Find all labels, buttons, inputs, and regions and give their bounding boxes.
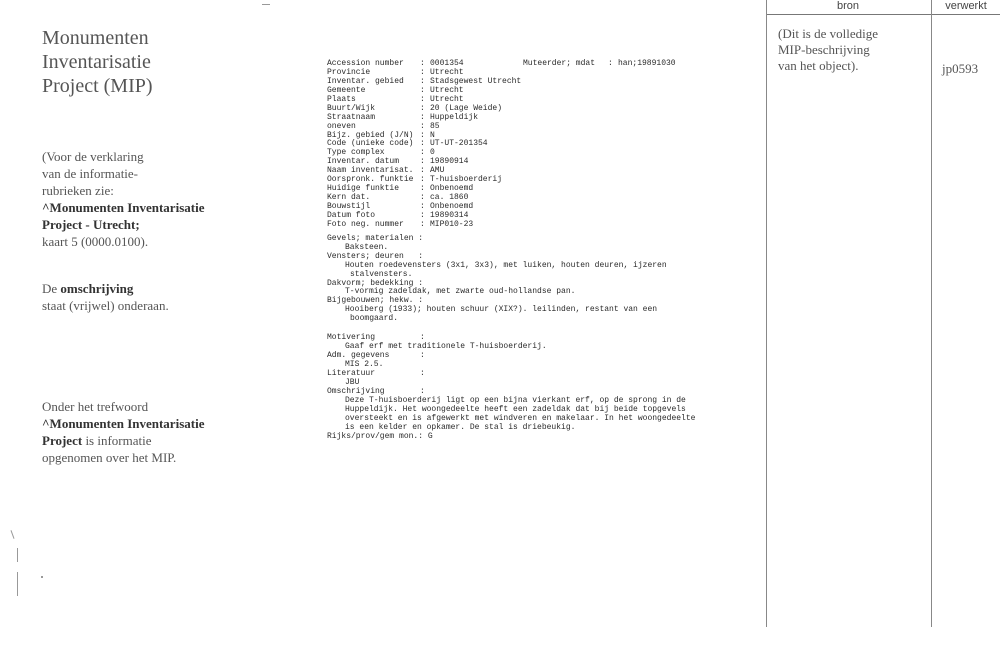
field-label: Buurt/Wijk [327,103,376,113]
note-line: Onder het trefwoord [42,399,149,414]
verwerkt-cell: jp0593 [942,61,979,76]
note-line [42,432,204,449]
field-value: 20 (Lage Weide) [430,103,503,113]
page-title [42,26,153,98]
section-label: Motivering [327,333,376,343]
omschrijving-note [42,280,169,314]
field-label: Inventar. datum [327,157,400,167]
note-line: rubrieken zie: [42,183,114,198]
bron-line: van het object). [778,58,859,73]
field-value: 19890314 [430,210,469,220]
separator: : [420,112,430,122]
section-label: Adm. gegevens [327,351,390,361]
field-row [327,185,695,194]
title-line: Inventarisatie [42,51,151,73]
field-label: Straatnaam [327,112,376,122]
field-value: Stadsgewest Utrecht [430,76,522,86]
separator: : [420,368,425,378]
note-text: De [42,281,61,296]
note-line: opgenomen over het MIP. [42,450,177,465]
separator: : [420,85,430,95]
field-value: Utrecht [430,94,464,104]
keyword: omschrijving [60,281,134,296]
bron-line: (Dit is de volledige [778,26,879,41]
description-line: oversteekt en is afgewerkt met windveren en makelaar. In het woongedeelte [345,413,696,423]
section-text: Houten roedevensters (3x1, 3x3), met luiken, houten deuren, ijzeren [345,260,667,270]
title-line: Monumenten [42,27,149,49]
keyword-link: ^Monumenten Inventarisatie [42,416,205,431]
field-row [327,96,695,105]
field-row [327,60,695,69]
trefwoord-note [42,398,204,466]
header-bron: bron [836,0,860,12]
scan-mark [17,572,18,596]
separator: : [420,157,430,167]
field-label: oneven [327,121,356,131]
bron-cell [778,26,878,74]
field-value: 0001354 [430,59,464,68]
field-value: han;19891030 [618,59,676,68]
field-value: 19890914 [430,157,469,167]
field-value: G [427,431,433,441]
separator: : [420,351,425,361]
field-row [327,114,695,123]
field-row [327,105,695,114]
field-value: UT-UT-201354 [430,139,488,149]
field-value: T-huisboerderij [430,175,503,185]
field-label: Type complex [327,148,385,158]
spacer [327,324,695,334]
field-label: Datum foto [327,210,376,220]
field-value: Utrecht [430,67,464,77]
field-value: Utrecht [430,85,464,95]
section-text: Gaaf erf met traditionele T-huisboerderij. [345,342,547,352]
separator: : [420,386,425,396]
field-row [327,87,695,96]
section-text: boomgaard. [350,314,399,324]
section-text: Hooiberg (1933); houten schuur (XIX?). leilinden, restant van een [345,305,658,315]
scan-mark [41,576,43,578]
separator: : [420,184,430,194]
section-label: Dakvorm; bedekking : [327,278,424,288]
section-text: Baksteen. [345,242,389,252]
field-value: Onbenoemd [430,184,474,194]
separator: : [420,166,430,176]
field-label: Kern dat. [327,193,371,203]
section-text: MIS 2.5. [345,360,384,369]
field-label: Inventar. gebied [327,76,404,86]
field-row [327,78,695,87]
field-value: 0 [430,148,435,158]
keyword-link: ^Monumenten Inventarisatie [42,200,205,215]
note-line: kaart 5 (0000.0100). [42,234,149,249]
field-label: Oorspronk. funktie [327,175,414,185]
separator: : [420,193,430,203]
field-row [327,203,695,212]
field-value: ca. 1860 [430,193,469,203]
field-value: N [430,130,435,140]
separator: : [420,76,430,86]
table-header [766,0,1000,15]
column-divider [931,0,932,627]
note-text: is informatie [82,433,152,448]
field-label: Bouwstijl [327,202,371,211]
field-value: Huppeldijk [430,112,479,122]
note-line [42,280,169,297]
field-value: Onbenoemd [430,202,474,211]
separator: : [420,175,430,185]
bron-line: MIP-beschrijving [778,42,870,57]
scan-mark [17,548,18,562]
field-label: Foto neg. nummer [327,219,404,229]
field-row [327,433,695,442]
separator: : [420,67,430,77]
field-label: Provincie [327,67,371,77]
description-line: Deze T-huisboerderij ligt op een bijna vierkant erf, op de sprong in de [345,395,686,405]
section-label: Literatuur [327,368,376,378]
title-line: Project (MIP) [42,75,153,97]
keyword-link: Project - Utrecht; [42,217,140,232]
section-text: stalvensters. [350,269,413,279]
verklaring-note [42,148,204,250]
separator: : [420,130,430,140]
note-line: (Voor de verklaring [42,149,144,164]
separator: : [420,121,430,131]
section-label: Gevels; materialen : [327,233,424,243]
field-label: Naam inventarisat. [327,166,414,176]
separator: : [420,148,430,158]
field-label: Gemeente [327,85,366,95]
field-label: Bijz. gebied (J/N) [327,130,414,140]
keyword: Project [42,433,83,448]
section-label: Rijks/prov/gem mon.: [327,431,424,441]
column-divider [766,0,767,627]
note-line: van de informatie- [42,166,139,181]
section-label: Omschrijving [327,386,385,396]
field-row [327,370,695,379]
separator: : [420,210,430,220]
scan-mark [262,4,270,5]
field-value: MIP010-23 [430,219,474,229]
field-label: Code (unieke code) [327,139,414,149]
description-line: is een kelder en opkamer. De stal is driebeukig. [345,422,576,432]
field-row [327,194,695,203]
separator: : [420,202,430,211]
separator: : [420,59,430,68]
section-label: Bijgebouwen; hekw. : [327,296,424,306]
field-value: 85 [430,121,440,131]
field-label: Accession number [327,59,404,68]
field-label: Muteerder; mdat [523,59,596,68]
section-label: Vensters; deuren : [327,251,424,261]
header-verwerkt: verwerkt [945,0,987,12]
separator: : [420,333,425,343]
field-row [327,221,695,230]
field-label: Huidige funktie [327,184,400,194]
mip-record [327,60,695,441]
note-line: staat (vrijwel) onderaan. [42,298,169,313]
separator: : [608,59,618,68]
separator: : [420,94,430,104]
separator: : [420,103,430,113]
section-text: T-vormig zadeldak, met zwarte oud-hollandse pan. [345,287,576,297]
description-line: Huppeldijk. Het woongedeelte heeft een zadeldak dat bij beide topgevels [345,404,686,414]
separator: : [420,219,430,229]
scan-mark [10,530,14,539]
section-text: JBU [345,377,360,387]
separator: : [420,139,430,149]
field-label: Plaats [327,94,356,104]
field-value: AMU [430,166,445,176]
